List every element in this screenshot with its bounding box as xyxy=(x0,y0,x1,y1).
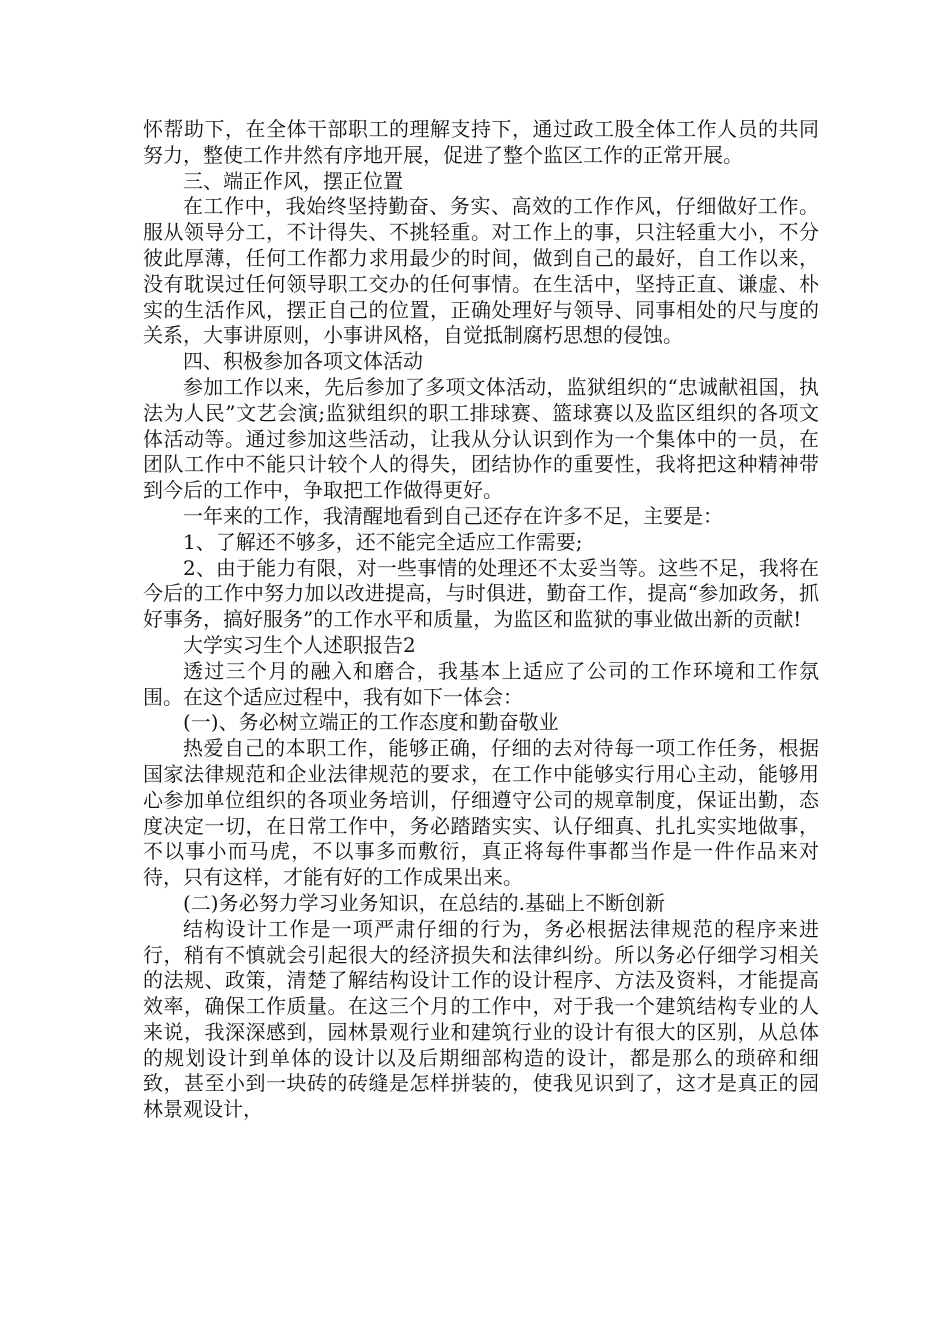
paragraph-7: 结构设计工作是一项严肃仔细的行为，务必根据法律规范的程序来进行，稍有不慎就会引起很大的经济损失和法律纠纷。所以务必仔细学习相关的法规、政策，清楚了解结构设计工作的设计程序、方法及资料，才能提高效率，确保工作质量。在这三个月的工作中，对于我一个建筑结构专业的人来说，我深深感到，园林景观行业和建筑行业的设计有很大的区别，从总体的规划设计到单体的设计以及后期细部构造的设计，都是那么的琐碎和细致，甚至小到一块砖的砖缝是怎样拼装的，使我见识到了，这才是真正的园林景观设计， xyxy=(143,916,819,1122)
subheading-2: (二)务必努力学习业务知识，在总结的.基础上不断创新 xyxy=(183,890,665,915)
document-body xyxy=(143,117,819,1123)
paragraph-2: 在工作中，我始终坚持勤奋、务实、高效的工作作风，仔细做好工作。服从领导分工，不计得失、不挑轻重。对工作上的事，只注轻重大小，不分彼此厚薄，任何工作都力求用最少的时间，做到自己的最好，自工作以来，没有耽误过任何领导职工交办的任何事情。在生活中，坚持正直、谦虚、朴实的生活作风，摆正自己的位置，正确处理好与领导、同事相处的尺与度的关系，大事讲原则，小事讲风格，自觉抵制腐朽思想的侵蚀。 xyxy=(143,194,819,348)
section-heading-3: 三、端正作风，摆正位置 xyxy=(183,168,403,193)
subheading-1: (一)、务必树立端正的工作态度和勤奋敬业 xyxy=(183,710,559,735)
paragraph-1: 怀帮助下，在全体干部职工的理解支持下，通过政工股全体工作人员的共同努力，整使工作井然有序地开展，促进了整个监区工作的正常开展。 xyxy=(143,117,819,167)
paragraph-3: 参加工作以来，先后参加了多项文体活动，监狱组织的“忠诚献祖国，执法为人民”文艺会演;监狱组织的职工排球赛、篮球赛以及监区组织的各项文体活动等。通过参加这些活动，让我从分认识到作为一个集体中的一员，在团队工作中不能只计较个人的得失，团结协作的重要性，我将把这种精神带到今后的工作中，争取把工作做得更好。 xyxy=(143,374,819,503)
paragraph-6: 热爱自己的本职工作，能够正确，仔细的去对待每一项工作任务，根据国家法律规范和企业法律规范的要求，在工作中能够实行用心主动，能够用心参加单位组织的各项业务培训，仔细遵守公司的规章制度，保证出勤，态度决定一切，在日常工作中，务必踏踏实实、认仔细真、扎扎实实地做事，不以事小而马虎，不以事多而敷衍，真正将每件事都当作是一件作品来对待，只有这样，才能有好的工作成果出来。 xyxy=(143,736,819,890)
paragraph-5: 透过三个月的融入和磨合，我基本上适应了公司的工作环境和工作氛围。在这个适应过程中，我有如下一体会： xyxy=(143,658,819,709)
paragraph-4: 一年来的工作，我清醒地看到自己还存在许多不足，主要是： xyxy=(183,503,723,528)
report-title-2: 大学实习生个人述职报告2 xyxy=(183,632,416,657)
section-heading-4: 四、积极参加各项文体活动 xyxy=(183,349,423,374)
list-item-2: 2、由于能力有限，对一些事情的处理还不太妥当等。这些不足，我将在今后的工作中努力加以改进提高，与时俱进，勤奋工作，提高“参加政务，抓好事务，搞好服务”的工作水平和质量，为监区和监狱的事业做出新的贡献! xyxy=(143,555,819,632)
list-item-1: 1、了解还不够多，还不能完全适应工作需要; xyxy=(183,529,583,554)
